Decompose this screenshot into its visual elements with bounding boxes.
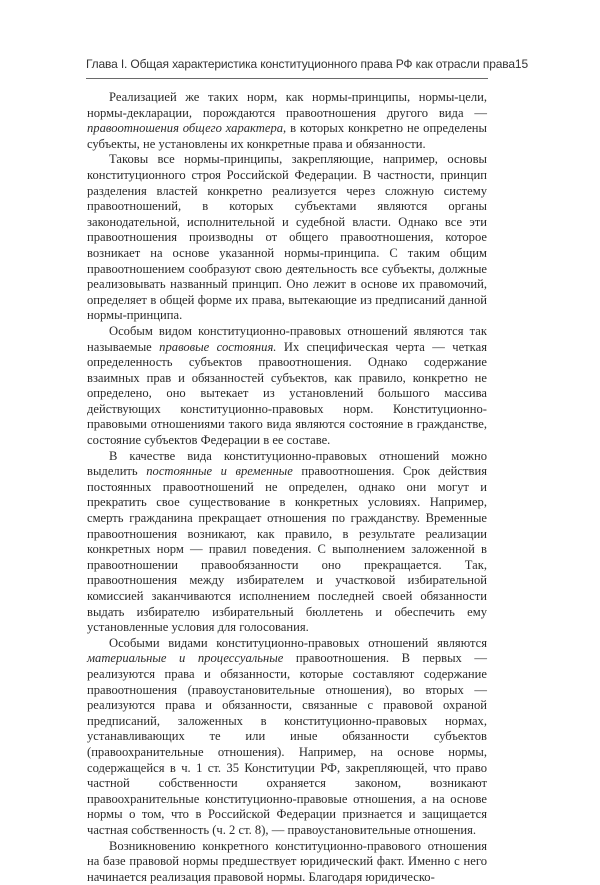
italic-term: правоотношения общего характера,	[87, 121, 286, 135]
running-title: Глава I. Общая характеристика конституционного права РФ как отрасли права	[86, 56, 515, 72]
page-header	[86, 56, 488, 79]
paragraph-text: правоотношения. Срок действия постоянных правоотношений не определен, однако они могут и прекратить свое существование в конкретных условиях. Например, смерть гражданина прекращает отношения по гражданству. Временные правоотношения возникают, как правило, в результате реализации конкретных норм — правил поведения. С выполнением заложенной в правоотношении правообязанности оно прекращается. Так, правоотношения между избирателем и участковой избирательной комиссией заканчиваются исполнением последней своей обязанности выдать избирателю избирательный бюллетень и обеспечить ему установленные условия для голосования.	[87, 464, 487, 634]
paragraph-text: Таковы все нормы-принципы, закрепляющие, например, основы конституционного строя Российской Федерации. В частности, принцип разделения властей конкретно реализуется через сложную систему правоотношений, в которых субъектами являются органы законодательной, исполнительной и судебной власти. Однако все эти правоотношения производны от общего правоотношения, которое возникает на основе указанной нормы-принципа. С таким общим правоотношением сообразуют свою деятельность все субъекты, должные реализовывать названный принцип. Оно лежит в основе их правомочий, определяет в общей форме их права, вытекающие из предписаний данной нормы-принципа.	[87, 152, 487, 322]
paragraph-text: В качестве вида конституционно-правовых отношений можно выделить	[87, 449, 487, 479]
page-number: 15	[515, 56, 528, 72]
italic-term: материальные и процессуальные	[87, 651, 283, 665]
italic-term: постоянные и временные	[146, 464, 293, 478]
paragraph-text: в которых конкретно не определены субъекты, не установлены их конкретные права и обязанности.	[87, 121, 487, 151]
paragraph	[87, 449, 487, 636]
paragraph	[87, 839, 487, 885]
paragraph-text: Возникновению конкретного конституционно-правового отношения на базе правовой нормы предшествует юридический факт. Именно с него начинается реализация правовой нормы. Благодаря юридическо-	[87, 839, 487, 884]
paragraph	[87, 152, 487, 324]
italic-term: правовые состояния.	[159, 340, 276, 354]
paragraph	[87, 324, 487, 449]
page-body	[87, 90, 487, 885]
paragraph-text: Особыми видами конституционно-правовых отношений являются	[109, 636, 487, 650]
paragraph-text: правоотношения. В первых — реализуются права и обязанности, которые составляют содержание правоотношения (правоустановительные отношения), во вторых — реализуются права и обязанности, связанные с правовой охраной предписаний, заложенных в конституционно-правовых нормах, устанавливающих те или иные обязанности субъектов (правоохранительные отношения). Например, на основе нормы, содержащейся в ч. 1 ст. 35 Конституции РФ, закрепляющей, что право частной собственности охраняется законом, возникают правоохранительные конституционно-правовые отношения, а на основе нормы о том, что в Российской Федерации признается и защищается частная собственность (ч. 2 ст. 8), — правоустановительные отношения.	[87, 651, 487, 837]
paragraph-text: Реализацией же таких норм, как нормы-принципы, нормы-цели, нормы-декларации, порождаются правоотношения другого вида —	[87, 90, 487, 120]
paragraph-text: Особым видом конституционно-правовых отношений являются так называемые	[87, 324, 487, 354]
paragraph	[87, 90, 487, 152]
paragraph-text: Их специфическая черта — четкая определенность субъектов правоотношения. Однако содержание взаимных прав и обязанностей субъектов, как правило, конкретно не определено, оно вытекает из установлений большого массива действующих конституционно-правовых норм. Конституционно-правовыми отношениями такого вида являются состояние в гражданстве, состояние субъектов Федерации в ее составе.	[87, 340, 487, 448]
paragraph	[87, 636, 487, 839]
